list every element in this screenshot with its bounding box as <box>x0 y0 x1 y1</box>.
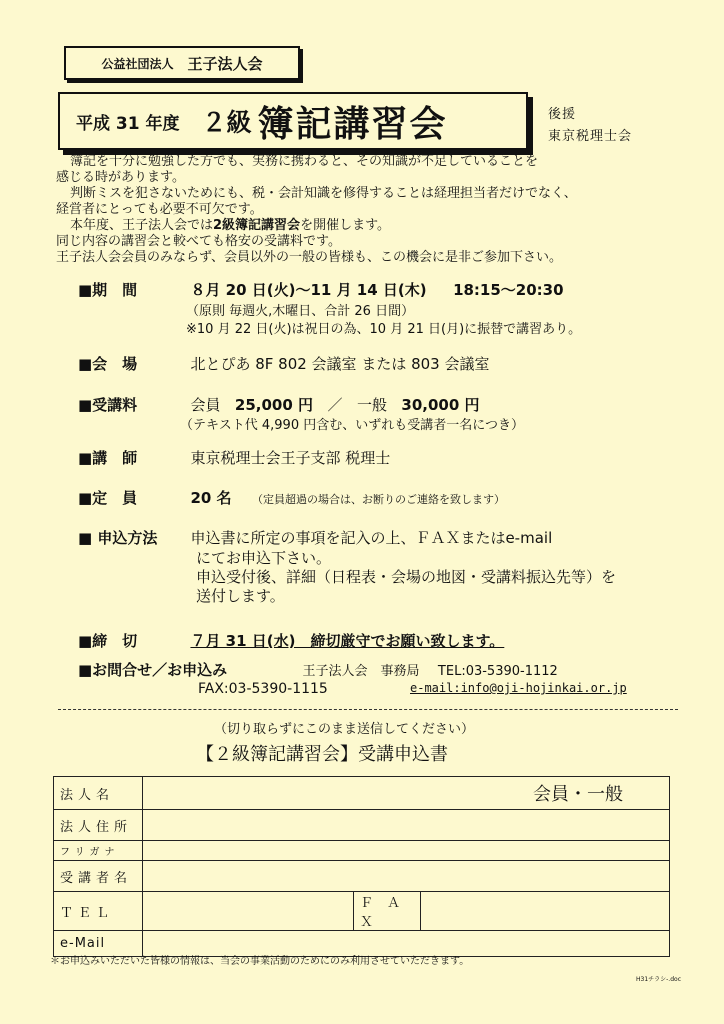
fee-row <box>78 394 480 415</box>
form-title: 【２級簿記講習会】受講申込書 <box>196 744 448 765</box>
title-year: 平成 31 年度 <box>76 113 180 134</box>
intro-line: 感じる時があります。 <box>56 170 185 185</box>
privacy-note: ＊お申込みいただいた皆様の情報は、当会の事業活動のためにのみ利用させていただきます。 <box>50 956 470 967</box>
org-name: 王子法人会 <box>187 54 263 73</box>
title-main: 簿記講習会 <box>257 103 448 145</box>
furigana-label: フリガナ <box>54 841 143 861</box>
contact-email[interactable]: e-mail:info@oji-hojinkai.or.jp <box>410 681 627 695</box>
email-label: e-Mail <box>54 931 143 957</box>
lecturer-row <box>78 447 390 468</box>
fee-note: （テキスト代 4,990 円含む、いずれも受講者一名につき） <box>180 418 524 433</box>
intro-line: 王子法人会会員のみならず、会員以外の一般の皆様も、この機会に是非ご参加下さい。 <box>56 250 562 265</box>
cut-line <box>58 709 678 710</box>
fee-separator: ／ <box>327 396 343 414</box>
lecturer-value: 東京税理士会王子支部 税理士 <box>190 449 391 467</box>
intro-line: 経営者にとっても必要不可欠です。 <box>56 202 263 217</box>
application-form <box>53 776 670 957</box>
apply-label: ■ 申込方法 <box>78 529 158 547</box>
capacity-label: ■定 員 <box>78 489 138 507</box>
intro-text-part: 本年度、王子法人会では <box>70 218 214 233</box>
venue-label: ■会 場 <box>78 355 138 373</box>
apply-line-1: 申込書に所定の事項を記入の上、ＦＡＸまたはe-mail <box>190 529 553 547</box>
company-name-field[interactable] <box>143 777 670 810</box>
intro-course-name: 2級簿記講習会 <box>213 218 301 233</box>
capacity-row <box>78 487 505 508</box>
tel-label: ＴＥＬ <box>54 892 143 931</box>
sponsor <box>548 104 632 148</box>
fax-field[interactable] <box>421 892 670 931</box>
intro-text <box>56 154 676 266</box>
contact-fax: FAX:03-5390-1115 <box>198 681 328 697</box>
sponsor-label: 後援 <box>548 107 577 122</box>
company-name-label: 法人名 <box>54 777 143 810</box>
title-grade: ２級 <box>201 108 252 137</box>
fax-label: ＦＡＸ <box>354 892 421 931</box>
company-address-field[interactable] <box>143 810 670 841</box>
deadline-label: ■締 切 <box>78 632 138 650</box>
contact-label: ■お問合せ／お申込み <box>78 661 228 679</box>
apply-row <box>78 527 552 548</box>
organization-box <box>64 46 300 80</box>
period-note-1: （原則 毎週火,木曜日、合計 26 日間） <box>186 304 415 319</box>
apply-line-2: にてお申込下さい。 <box>196 549 332 567</box>
intro-line: 簿記を十分に勉強した方でも、実務に携わると、その知識が不足していることを <box>70 154 539 169</box>
contact-tel: TEL:03-5390-1112 <box>437 664 558 679</box>
intro-line <box>56 218 676 234</box>
fee-label: ■受講料 <box>78 396 138 414</box>
apply-line-4: 送付します。 <box>196 587 285 605</box>
furigana-field[interactable] <box>143 841 670 861</box>
fee-member-value: 25,000 円 <box>234 396 314 414</box>
contact-row <box>78 659 558 680</box>
venue-value: 北とぴあ 8F 802 会議室 または 803 会議室 <box>190 355 490 373</box>
org-type: 公益社団法人 <box>101 56 174 71</box>
fee-general-value: 30,000 円 <box>401 396 480 414</box>
capacity-value: 20 名 <box>190 489 232 507</box>
intro-line: 同じ内容の講習会と較べても格安の受講料です。 <box>56 234 341 249</box>
period-note-2: ※10 月 22 日(火)は祝日の為、10 月 21 日(月)に振替で講習あり。 <box>186 322 582 337</box>
sponsor-name: 東京税理士会 <box>548 129 633 144</box>
tel-field[interactable] <box>143 892 354 931</box>
attendee-field[interactable] <box>143 861 670 892</box>
intro-text-part: を開催します。 <box>300 218 391 233</box>
form-instruction: （切り取らずにこのまま送信してください） <box>214 722 475 737</box>
intro-line: 判断ミスを犯さないためにも、税・会計知識を修得することは経理担当者だけでなく、 <box>70 186 577 201</box>
lecturer-label: ■講 師 <box>78 449 138 467</box>
contact-org: 王子法人会 事務局 <box>302 664 420 679</box>
fee-member-label: 会員 <box>190 396 221 414</box>
apply-line-3: 申込受付後、詳細（日程表・会場の地図・受講料振込先等）を <box>196 568 617 586</box>
company-address-label: 法人住所 <box>54 810 143 841</box>
member-type-option[interactable]: 会員・一般 <box>533 784 623 805</box>
capacity-note: （定員超過の場合は、お断りのご連絡を致します） <box>252 493 506 506</box>
period-time: 18:15～20:30 <box>453 281 564 299</box>
deadline-row <box>78 630 504 651</box>
venue-row <box>78 353 490 374</box>
attendee-label: 受講者名 <box>54 861 143 892</box>
period-value: ８月 20 日(火)～11 月 14 日(木) <box>190 281 427 299</box>
fee-general-label: 一般 <box>356 396 387 414</box>
period-row <box>78 279 564 300</box>
deadline-value: ７月 31 日(水) 締切厳守でお願い致します。 <box>190 632 505 650</box>
file-name: H31チラシ-.doc <box>636 976 681 983</box>
title-box <box>58 92 528 150</box>
period-label: ■期 間 <box>78 281 138 299</box>
